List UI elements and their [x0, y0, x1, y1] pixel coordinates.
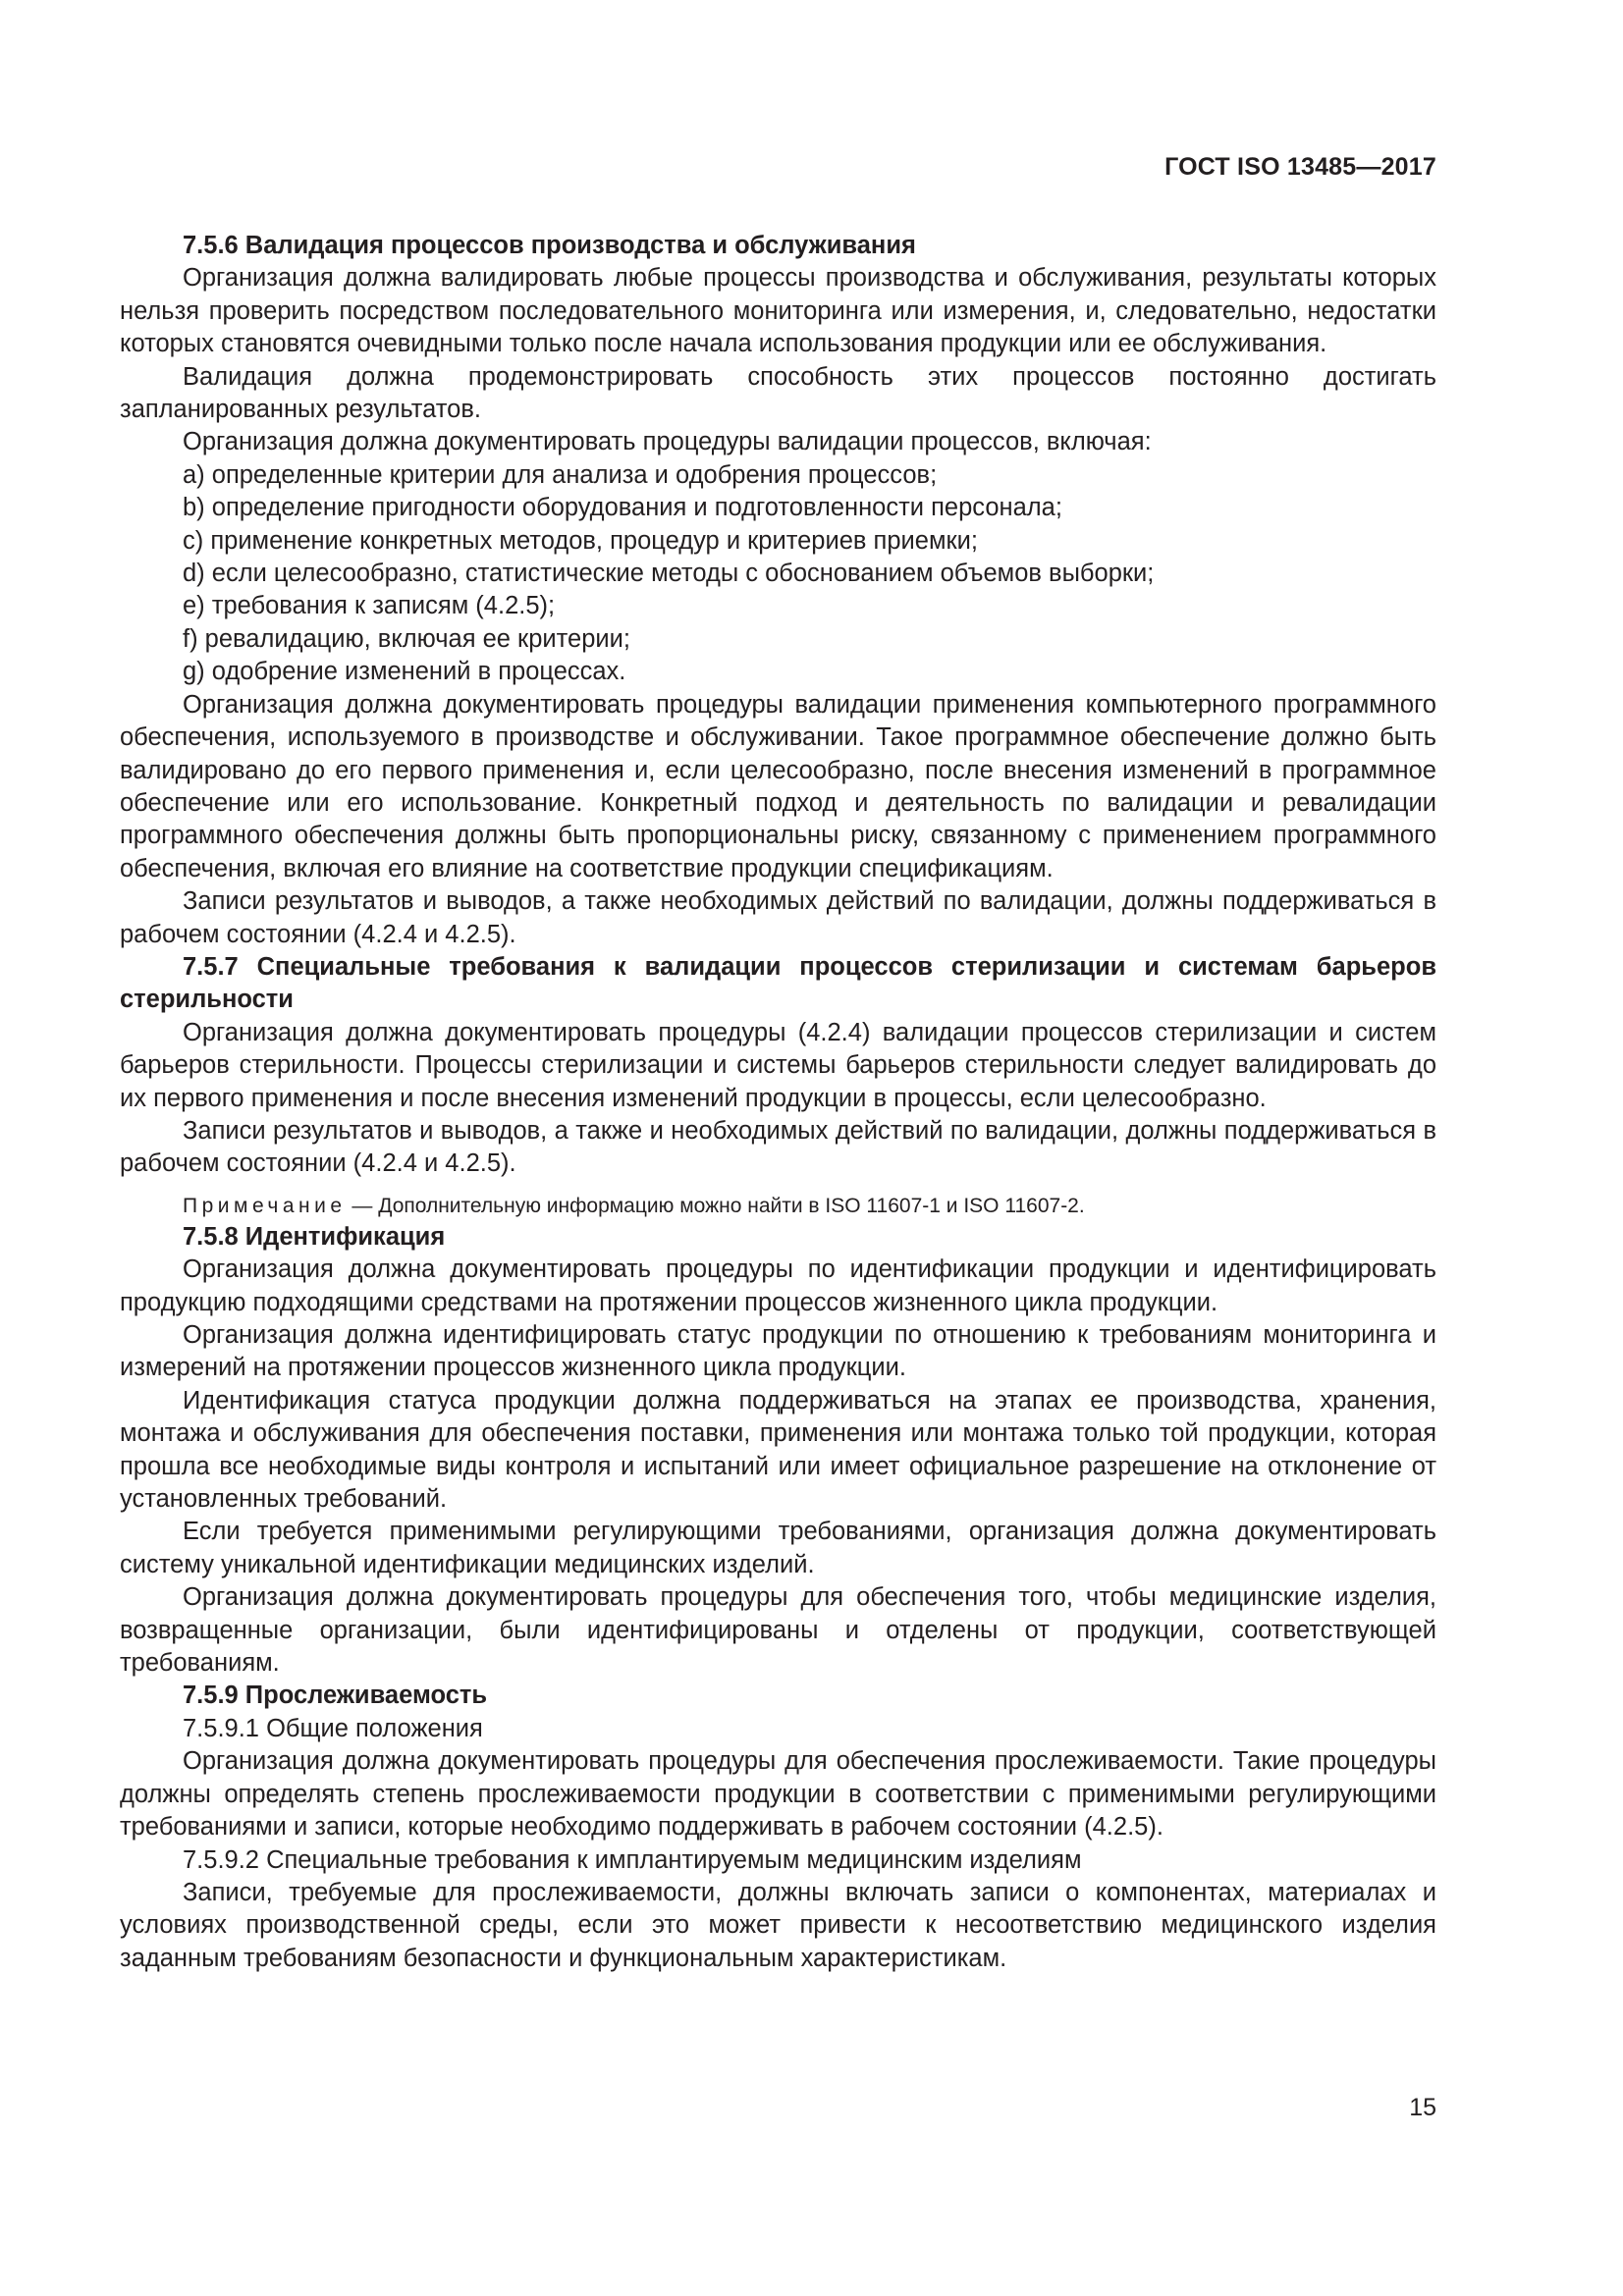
note-label: Примечание — [183, 1194, 347, 1217]
paragraph: Если требуется применимыми регулирующими требованиями, организация должна документировать систему уникальной идентификации медицинских изделий. — [120, 1518, 1436, 1578]
list-item: f) ревалидацию, включая ее критерии; — [183, 624, 630, 653]
document-id: ГОСТ ISO 13485—2017 — [1164, 153, 1436, 181]
paragraph: Записи результатов и выводов, а также необходимых действий по валидации, должны поддерживаться в рабочем состоянии (4.2.4 и 4.2.5). — [120, 887, 1436, 948]
paragraph: Идентификация статуса продукции должна поддерживаться на этапах ее производства, хранения, монтажа и обслуживания для обеспечения поставки, применения или монтажа только той продукции, которая прошла все необходимые виды контроля и испытаний или имеет официальное разрешение на отклонение от установленных требований. — [120, 1386, 1436, 1514]
list-item: b) определение пригодности оборудования и подготовленности персонала; — [183, 494, 1062, 522]
page-number: 15 — [1409, 2094, 1436, 2121]
list-item: e) требования к записям (4.2.5); — [183, 592, 556, 620]
paragraph: Организация должна идентифицировать статус продукции по отношению к требованиям мониторинга и измерений на протяжении процессов жизненного цикла продукции. — [120, 1321, 1436, 1382]
paragraph: Организация должна валидировать любые процессы производства и обслуживания, результаты которых нельзя проверить посредством последовательного мониторинга или измерения, и, следовательно, недостатки которых становятся очевидными только после начала использования продукции или ее обслуживания. — [120, 264, 1436, 358]
paragraph: Валидация должна продемонстрировать способность этих процессов постоянно достигать запланированных результатов. — [120, 362, 1436, 424]
document-body — [120, 230, 1436, 1975]
section-heading: 7.5.6 Валидация процессов производства и обслуживания — [183, 232, 916, 259]
list-item: a) определенные критерии для анализа и одобрения процессов; — [183, 460, 938, 489]
list-item: c) применение конкретных методов, процедур и критериев приемки; — [183, 526, 978, 555]
section-heading: 7.5.9 Прослеживаемость — [183, 1682, 488, 1710]
subsection-heading: 7.5.9.2 Специальные требования к имплантируемым медицинским изделиям — [183, 1845, 1082, 1874]
paragraph: Организация должна документировать процедуры валидации процессов, включая: — [183, 428, 1152, 456]
paragraph: Записи результатов и выводов, а также и необходимых действий по валидации, должны поддерживаться в рабочем состоянии (4.2.4 и 4.2.5). — [120, 1116, 1436, 1178]
note — [120, 1191, 1436, 1221]
paragraph: Организация должна документировать процедуры (4.2.4) валидации процессов стерилизации и систем барьеров стерильности. Процессы стерилизации и системы барьеров стерильности следует валидировать до их первого применения и после внесения изменений продукции в процессы, если целесообразно. — [120, 1018, 1436, 1112]
section-heading: 7.5.8 Идентификация — [183, 1222, 446, 1251]
note-text: — Дополнительную информацию можно найти в ISO 11607-1 и ISO 11607-2. — [346, 1194, 1085, 1217]
list-item: d) если целесообразно, статистические методы с обоснованием объемов выборки; — [183, 560, 1155, 588]
paragraph: Организация должна документировать процедуры для обеспечения того, чтобы медицинские изделия, возвращенные организации, были идентифицированы и отделены от продукции, соответствующей требованиям. — [120, 1583, 1436, 1678]
paragraph: Записи, требуемые для прослеживаемости, должны включать записи о компонентах, материалах и условиях производственной среды, если это может привести к несоответствию медицинского изделия заданным требованиям безопасности и функциональным характеристикам. — [120, 1878, 1436, 1972]
subsection-heading: 7.5.9.1 Общие положения — [183, 1714, 483, 1742]
paragraph: Организация должна документировать процедуры валидации применения компьютерного программного обеспечения, используемого в производстве и обслуживании. Такое программное обеспечение должно быть валидировано до его первого применения и, если целесообразно, после внесения изменений в программное обеспечение или его использование. Конкретный подход и деятельность по валидации и ревалидации программного обеспечения должны быть пропорциональны риску, связанному с применением программного обеспечения, включая его влияние на соответствие продукции спецификациям. — [120, 690, 1436, 882]
paragraph: Организация должна документировать процедуры по идентификации продукции и идентифицировать продукцию подходящими средствами на протяжении процессов жизненного цикла продукции. — [120, 1255, 1436, 1316]
paragraph: Организация должна документировать процедуры для обеспечения прослеживаемости. Такие процедуры должны определять степень прослеживаемости продукции в соответствии с применимыми регулирующими требованиями и записи, которые необходимо поддерживать в рабочем состоянии (4.2.5). — [120, 1747, 1436, 1842]
section-heading: 7.5.7 Специальные требования к валидации процессов стерилизации и системам барьеров стерильности — [120, 952, 1436, 1014]
list-item: g) одобрение изменений в процессах. — [183, 658, 626, 686]
